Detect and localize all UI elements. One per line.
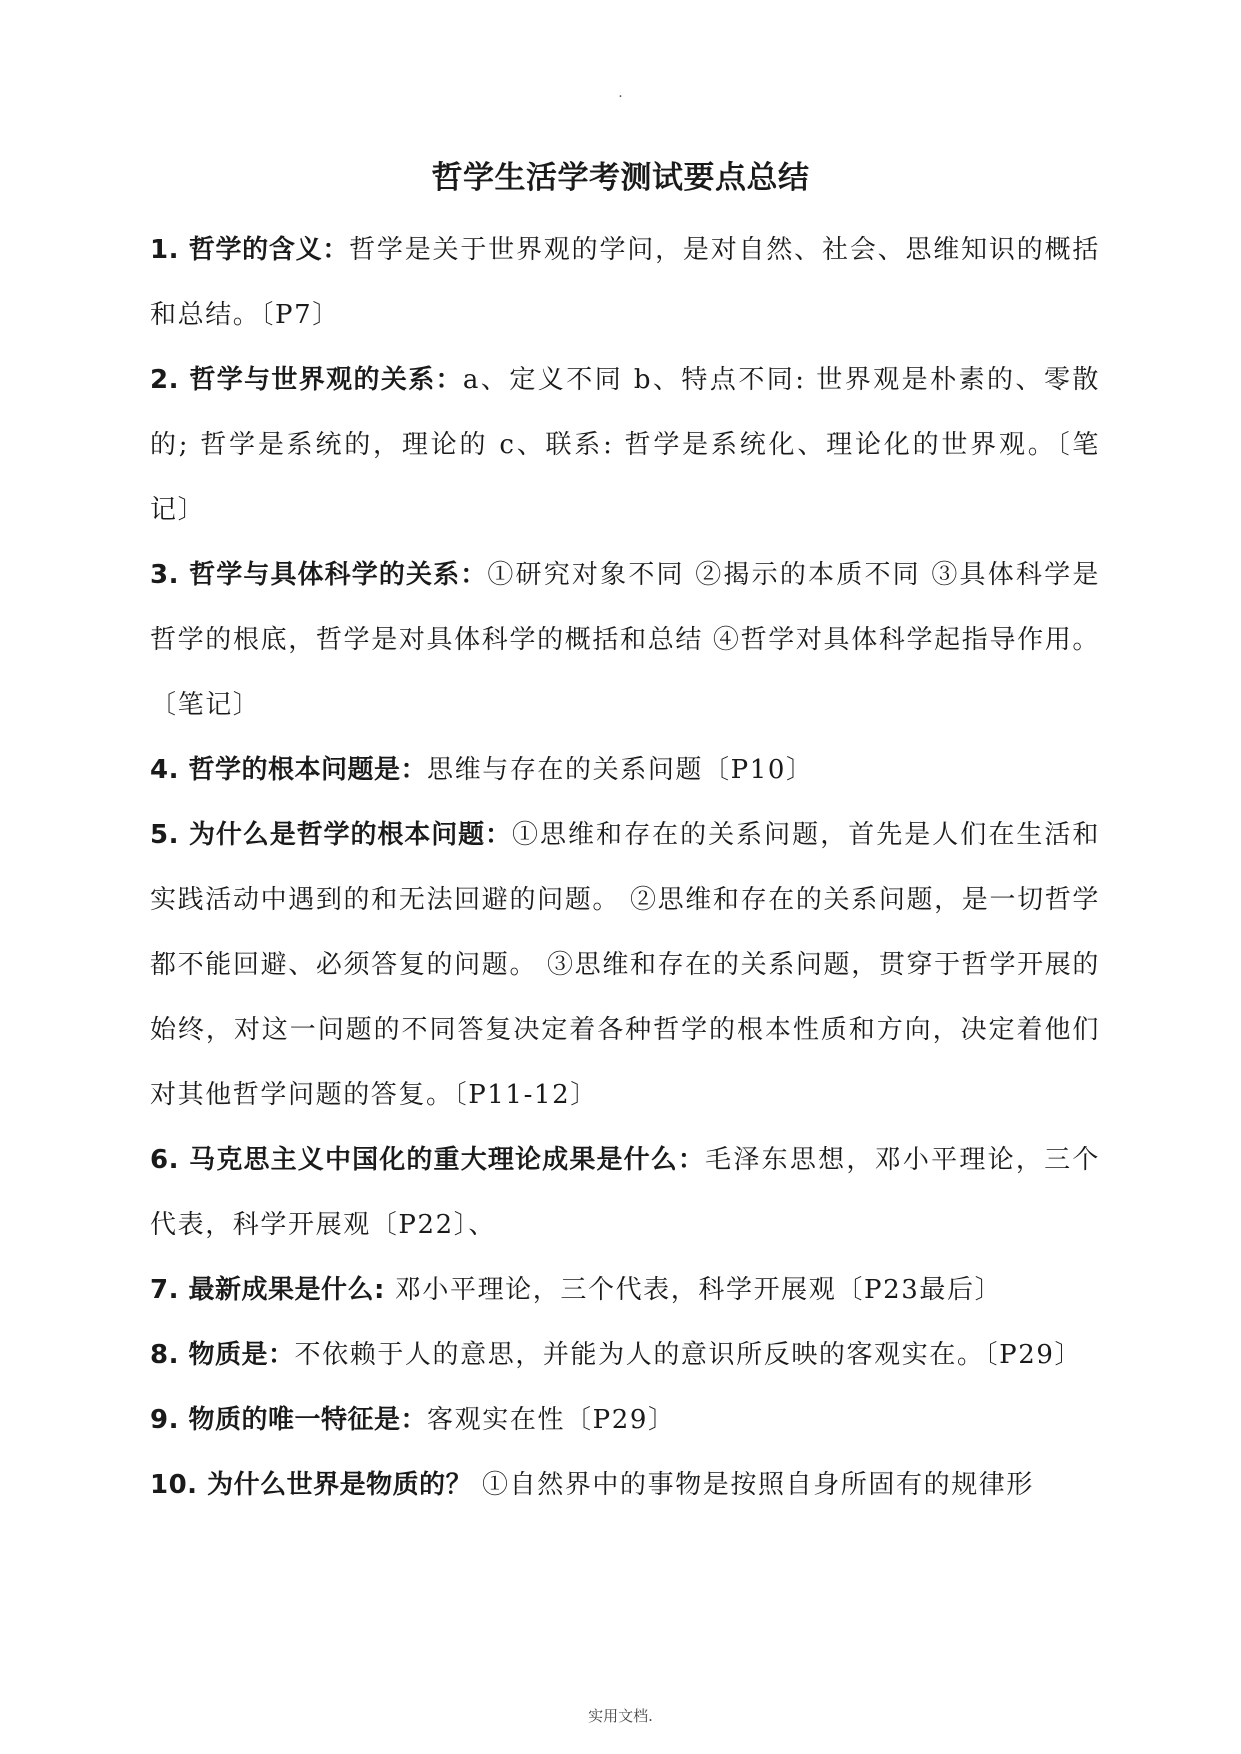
item-text: ①自然界中的事物是按照自身所固有的规律形: [472, 1470, 1034, 1500]
item-text: 邓小平理论，三个代表，科学开展观〔P23最后〕: [384, 1275, 1003, 1305]
item-text: a、定义不同 b、特点不同: 世界观是朴素的、零散的; 哲学是系统的，理论的 c、联系: 哲学是系统化、理论化的世界观。〔笔记〕: [150, 365, 1100, 525]
item-text: 客观实在性〔P29〕: [427, 1405, 676, 1435]
item-label: 7. 最新成果是什么:: [150, 1275, 385, 1305]
item-text: 毛泽东思想，邓小平理论，三个代表，科学开展观〔P22〕、: [150, 1145, 1100, 1240]
item-text: 思维与存在的关系问题〔P10〕: [427, 755, 814, 785]
header-mark: .: [618, 85, 623, 101]
item-label: 9. 物质的唯一特征是：: [150, 1405, 428, 1435]
list-item: [150, 1323, 1100, 1388]
document-body: [150, 218, 1100, 1518]
item-label: 10. 为什么世界是物质的？: [150, 1470, 473, 1500]
item-label: 2. 哲学与世界观的关系：: [150, 365, 463, 395]
list-item: [150, 1258, 1100, 1323]
list-item: [150, 1453, 1100, 1518]
item-label: 8. 物质是：: [150, 1340, 295, 1370]
list-item: [150, 738, 1100, 803]
page-footer: 实用文档.: [588, 1707, 653, 1725]
item-text: 不依赖于人的意思，并能为人的意识所反映的客观实在。〔P29〕: [294, 1340, 1083, 1370]
list-item: [150, 543, 1100, 738]
list-item: [150, 803, 1100, 1128]
list-item: [150, 1128, 1100, 1258]
item-text: ①研究对象不同 ②揭示的本质不同 ③具体科学是哲学的根底，哲学是对具体科学的概括和总结 ④哲学对具体科学起指导作用。〔笔记〕: [150, 560, 1100, 720]
list-item: [150, 348, 1100, 543]
list-item: [150, 218, 1100, 348]
item-label: 1. 哲学的含义：: [150, 235, 350, 265]
item-text: 哲学是关于世界观的学问，是对自然、社会、思维知识的概括和总结。〔P7〕: [150, 235, 1100, 330]
item-label: 6. 马克思主义中国化的重大理论成果是什么：: [150, 1145, 706, 1175]
item-label: 3. 哲学与具体科学的关系：: [150, 560, 488, 590]
item-label: 4. 哲学的根本问题是：: [150, 755, 428, 785]
document-title: 哲学生活学考测试要点总结: [431, 160, 810, 196]
list-item: [150, 1388, 1100, 1453]
item-label: 5. 为什么是哲学的根本问题：: [150, 820, 512, 850]
item-text: ①思维和存在的关系问题，首先是人们在生活和实践活动中遇到的和无法回避的问题。 ②思维和存在的关系问题，是一切哲学都不能回避、必须答复的问题。 ③思维和存在的关系问题，贯穿于哲学开展的始终，对这一问题的不同答复决定着各种哲学的根本性质和方向，决定着他们对其他哲学问题的答复。〔P11-12〕: [150, 820, 1100, 1110]
